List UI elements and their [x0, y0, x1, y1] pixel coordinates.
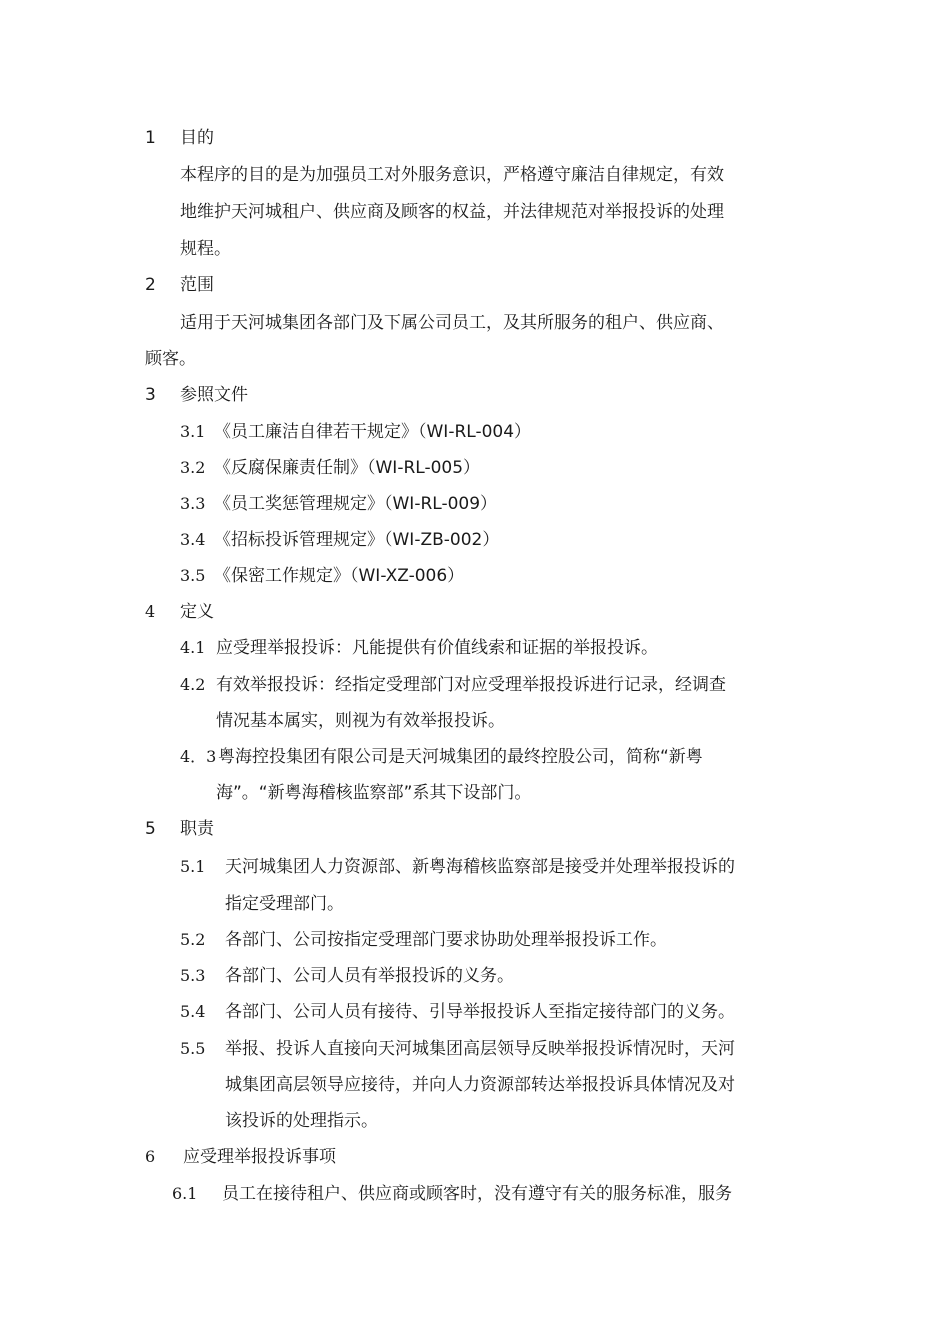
- section-1-paragraph-line: 本程序的目的是为加强员工对外服务意识，严格遵守廉洁自律规定，有效: [180, 165, 724, 185]
- definition-item-text: 海”。“新粤海稽核监察部”系其下设部门。: [216, 783, 532, 803]
- section-1-number: 1: [145, 128, 156, 148]
- duty-item-number: 5.4: [180, 1002, 206, 1021]
- definition-item-number: 4.1: [180, 638, 206, 657]
- section-3-title: 参照文件: [180, 385, 248, 405]
- duty-item-text: 城集团高层领导应接待，并向人力资源部转达举报投诉具体情况及对: [225, 1075, 735, 1095]
- section-6-number: 6: [145, 1147, 156, 1166]
- section-2-title: 范围: [180, 275, 214, 295]
- section-1-title: 目的: [180, 128, 214, 148]
- duty-item-text: 各部门、公司按指定受理部门要求协助处理举报投诉工作。: [225, 930, 667, 950]
- section-4-number: 4: [145, 602, 156, 621]
- reference-item-number: 3.1: [180, 422, 206, 441]
- reference-item-text: 《保密工作规定》（WI-XZ-006）: [214, 566, 465, 586]
- section-3-number: 3: [145, 385, 156, 405]
- section-2-paragraph-line: 适用于天河城集团各部门及下属公司员工，及其所服务的租户、供应商、: [180, 313, 724, 333]
- definition-item-number: 4.2: [180, 675, 206, 694]
- duty-item-number: 5.3: [180, 966, 206, 985]
- section-5-title: 职责: [180, 819, 214, 839]
- definition-item-text: 粤海控投集团有限公司是天河城集团的最终控股公司，简称“新粤: [218, 747, 703, 767]
- reference-item-number: 3.3: [180, 494, 206, 513]
- duty-item-text: 各部门、公司人员有举报投诉的义务。: [225, 966, 514, 986]
- duty-item-number: 5.2: [180, 930, 206, 949]
- section-6-title: 应受理举报投诉事项: [183, 1147, 336, 1167]
- section-1-paragraph-line: 地维护天河城租户、供应商及顾客的权益，并法律规范对举报投诉的处理: [180, 202, 724, 222]
- definition-item-text: 情况基本属实，则视为有效举报投诉。: [216, 711, 505, 731]
- section-4-title: 定义: [180, 602, 214, 622]
- section-2-paragraph-line: 顾客。: [145, 349, 196, 369]
- section-2-number: 2: [145, 275, 156, 295]
- duty-item-text: 该投诉的处理指示。: [225, 1111, 378, 1131]
- duty-item-text: 指定受理部门。: [225, 894, 344, 914]
- definition-item-number: 4．3: [180, 747, 217, 766]
- reference-item-number: 3.2: [180, 458, 206, 477]
- reference-item-text: 《员工奖惩管理规定》（WI-RL-009）: [214, 494, 498, 514]
- duty-item-number: 5.5: [180, 1039, 206, 1058]
- section-5-number: 5: [145, 819, 156, 839]
- duty-item-text: 各部门、公司人员有接待、引导举报投诉人至指定接待部门的义务。: [225, 1002, 735, 1022]
- section-1-paragraph-line: 规程。: [180, 239, 231, 259]
- matter-item-number: 6.1: [172, 1184, 198, 1203]
- reference-item-number: 3.4: [180, 530, 206, 549]
- reference-item-text: 《反腐保廉责任制》（WI-RL-005）: [214, 458, 481, 478]
- matter-item-text: 员工在接待租户、供应商或顾客时，没有遵守有关的服务标准，服务: [222, 1184, 732, 1204]
- reference-item-number: 3.5: [180, 566, 206, 585]
- duty-item-text: 天河城集团人力资源部、新粤海稽核监察部是接受并处理举报投诉的: [225, 857, 735, 877]
- definition-item-text: 有效举报投诉：经指定受理部门对应受理举报投诉进行记录，经调查: [216, 675, 726, 695]
- definition-item-text: 应受理举报投诉：凡能提供有价值线索和证据的举报投诉。: [216, 638, 658, 658]
- reference-item-text: 《员工廉洁自律若干规定》（WI-RL-004）: [214, 422, 532, 442]
- duty-item-text: 举报、投诉人直接向天河城集团高层领导反映举报投诉情况时，天河: [225, 1039, 735, 1059]
- reference-item-text: 《招标投诉管理规定》（WI-ZB-002）: [214, 530, 500, 550]
- duty-item-number: 5.1: [180, 857, 206, 876]
